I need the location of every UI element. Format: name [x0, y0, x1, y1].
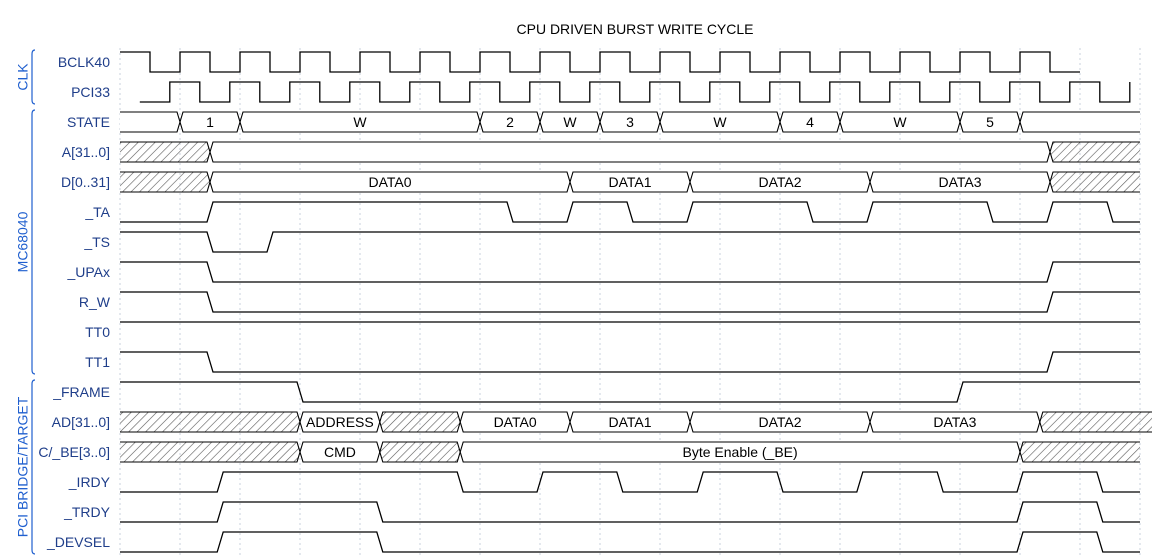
waveform-ta [120, 202, 1140, 222]
signal-label-pci33: PCI33 [71, 84, 110, 100]
signal-label-irdy: _IRDY [68, 474, 110, 490]
bus-value-5: 5 [986, 114, 994, 130]
signal-label-ts: _TS [84, 234, 110, 250]
waveform-irdy [120, 472, 1140, 492]
bus-value-data2: DATA2 [758, 174, 802, 190]
bus-value-cmd: CMD [323, 444, 356, 460]
bus-value-1: 1 [206, 114, 214, 130]
signal-groups [15, 50, 35, 554]
waveform-devsel [120, 532, 1140, 552]
bus-value-w: W [353, 114, 367, 130]
group-label-pci-bridge-target: PCI BRIDGE/TARGET [14, 396, 31, 538]
bus-segment [120, 112, 180, 132]
bus-value-data1: DATA1 [608, 414, 652, 430]
bus-value-2: 2 [506, 114, 514, 130]
clock-trace [140, 82, 1130, 102]
bus-value-data0: DATA0 [368, 174, 412, 190]
group-brace-mc68040 [32, 110, 35, 374]
signal-label-bclk40: BCLK40 [57, 54, 110, 70]
waveform-trdy [120, 502, 1140, 522]
waveform-frame [120, 382, 1140, 402]
bus-value-w: W [563, 114, 577, 130]
bus-undefined-segment [120, 142, 210, 162]
signal-label-upax: _UPAx [67, 264, 110, 280]
bus-value-address: ADDRESS [306, 414, 374, 430]
waveform-r-w [120, 292, 1140, 312]
bus-value-w: W [713, 114, 727, 130]
signal-label-c-be-3-0: C/_BE[3..0] [38, 444, 110, 460]
signal-label-ad-31-0: AD[31..0] [51, 414, 110, 430]
waveform-ad-31-0 [120, 412, 1152, 432]
signal-label-r-w: R_W [78, 294, 110, 310]
digital-trace [120, 292, 1140, 312]
bus-undefined-segment [120, 412, 300, 432]
digital-trace [120, 352, 1140, 372]
waveform-pci33 [140, 82, 1130, 102]
diagram-title: CPU DRIVEN BURST WRITE CYCLE [516, 21, 754, 37]
signal-label-a-31-0: A[31..0] [61, 144, 110, 160]
bus-undefined-segment [1040, 412, 1152, 432]
bus-value-w: W [893, 114, 907, 130]
bus-undefined-segment [120, 172, 210, 192]
bus-undefined-segment [1050, 142, 1140, 162]
bus-value-data0: DATA0 [493, 414, 537, 430]
bus-undefined-segment [380, 412, 460, 432]
waveform-state [120, 112, 1140, 132]
waveform-bclk40 [120, 52, 1080, 72]
signal-label-state: STATE [66, 114, 110, 130]
bus-undefined-segment [380, 442, 460, 462]
group-brace-pci-bridge-target [32, 380, 35, 554]
digital-trace [120, 262, 1140, 282]
bus-undefined-segment [1050, 172, 1140, 192]
waveform-ts [120, 232, 1140, 252]
bus-value-data1: DATA1 [608, 174, 652, 190]
group-label-clk: CLK [14, 63, 31, 91]
bus-value-byte-enable-be: Byte Enable (_BE) [682, 444, 798, 460]
waveform-a-31-0 [120, 142, 1140, 162]
signal-label-ta: _TA [85, 204, 110, 220]
signal-label-frame: _FRAME [53, 384, 110, 400]
digital-trace [120, 382, 1140, 402]
bus-undefined-segment [1020, 442, 1140, 462]
digital-trace [120, 232, 1140, 252]
waveform-tt1 [120, 352, 1140, 372]
digital-trace [120, 502, 1140, 522]
digital-trace [120, 532, 1140, 552]
signal-label-devsel: _DEVSEL [46, 534, 110, 550]
signal-label-d-0-31: D[0..31] [60, 174, 110, 190]
waveforms [120, 52, 1152, 552]
waveform-upax [120, 262, 1140, 282]
waveform-d-0-31 [120, 172, 1140, 192]
bus-value-data3: DATA3 [938, 174, 982, 190]
waveform-c-be-3-0 [120, 442, 1140, 462]
bus-segment [210, 142, 1050, 162]
bus-value-3: 3 [626, 114, 634, 130]
bus-value-4: 4 [806, 114, 814, 130]
bus-segment [1020, 112, 1140, 132]
digital-trace [120, 472, 1140, 492]
bus-value-data3: DATA3 [933, 414, 977, 430]
digital-trace [120, 202, 1140, 222]
bus-undefined-segment [120, 442, 300, 462]
signal-labels [38, 54, 110, 550]
signal-label-trdy: _TRDY [64, 504, 110, 520]
signal-label-tt0: TT0 [85, 324, 110, 340]
group-brace-clk [32, 50, 35, 104]
signal-label-tt1: TT1 [85, 354, 110, 370]
group-label-mc68040: MC68040 [14, 211, 31, 273]
clock-trace [120, 52, 1080, 72]
bus-value-data2: DATA2 [758, 414, 802, 430]
